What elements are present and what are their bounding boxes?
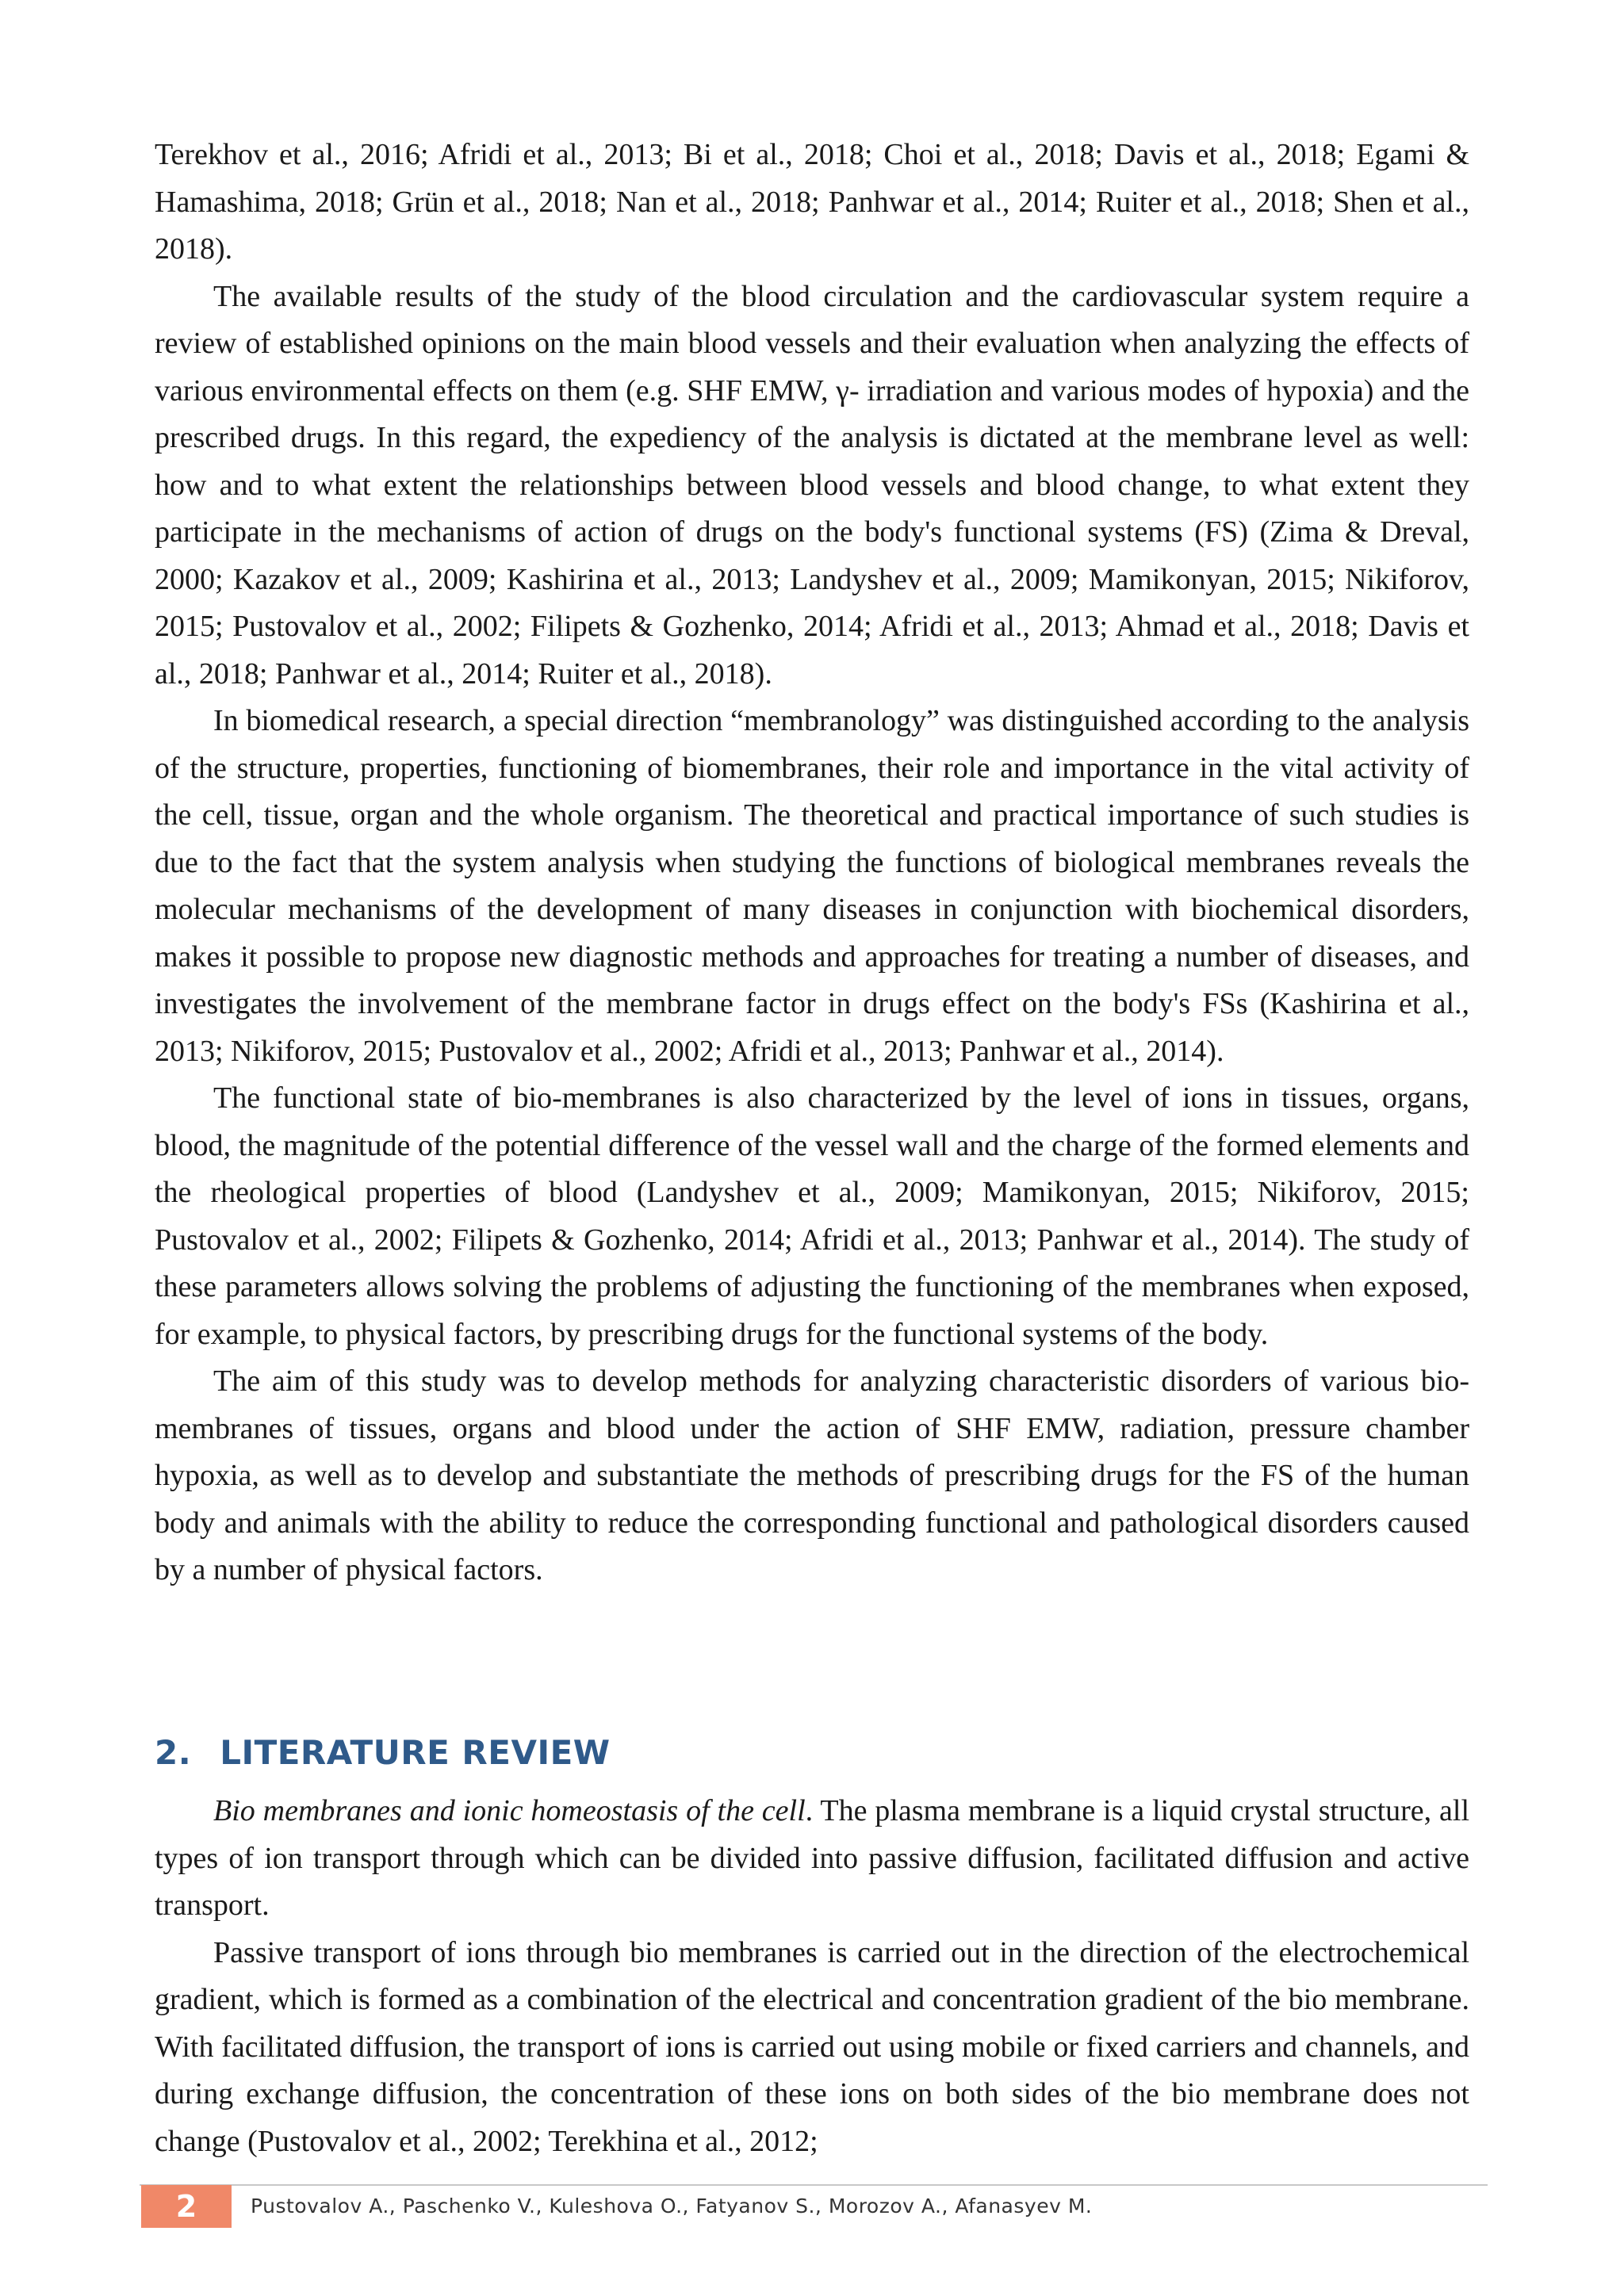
paragraph-bio-membranes [155, 1788, 1469, 1930]
subsection-title-italic: Bio membranes and ionic homeostasis of the cell [213, 1794, 806, 1827]
section-heading-literature-review [155, 1733, 611, 1773]
paragraph-study-aim: The aim of this study was to develop methods for analyzing characteristic disorders of various bio-membranes of tissues, organs and blood under the action of SHF EMW, radiation, pressure chamber hypoxia, as well as to develop and substantiate the methods of prescribing drugs for the FS of the human body and animals with the ability to reduce the corresponding functional and pathological disorders caused by a number of physical factors. [155, 1364, 1469, 1586]
page-number-badge: 2 [141, 2185, 232, 2228]
paragraph-passive-transport: Passive transport of ions through bio membranes is carried out in the direction of the electrochemical gradient, which is formed as a combination of the electrical and concentration gradient of the bio membrane. With facilitated diffusion, the transport of ions is carried out using mobile or fixed carriers and channels, and during exchange diffusion, the concentration of these ions on both sides of the bio membrane does not change (Pustovalov et al., 2002; Terekhina et al., 2012; [155, 1935, 1469, 2158]
footer-divider [140, 2184, 1488, 2186]
section-title: LITERATURE REVIEW [220, 1733, 611, 1772]
paragraph-bio-membranes-text: . The plasma membrane is a liquid crystal structure, all types of ion transport through which can be divided into passive diffusion, facilitated diffusion and active transport. [155, 1794, 1470, 1922]
paragraph-continuation: Terekhov et al., 2016; Afridi et al., 2013; Bi et al., 2018; Choi et al., 2018; Davis et al., 2018; Egami & Hamashima, 2018; Grün et al., 2018; Nan et al., 2018; Panhwar et al., 2014; Ruiter et al., 2018; Shen et al., 2018). [155, 138, 1469, 266]
paragraph-functional-state: The functional state of bio-membranes is also characterized by the level of ions in tissues, organs, blood, the magnitude of the potential difference of the vessel wall and the charge of the formed elements and the rheological properties of blood (Landyshev et al., 2009; Mamikonyan, 2015; Nikiforov, 2015; Pustovalov et al., 2002; Filipets & Gozhenko, 2014; Afridi et al., 2013; Panhwar et al., 2014). The study of these parameters allows solving the problems of adjusting the functioning of the membranes when exposed, for example, to physical factors, by prescribing drugs for the functional systems of the body. [155, 1081, 1469, 1351]
body-text-bottom [155, 1788, 1469, 2165]
section-number: 2. [155, 1733, 192, 1772]
body-text-top [155, 132, 1469, 1594]
footer-authors: Pustovalov A., Paschenko V., Kuleshova O., Fatyanov S., Morozov A., Afanasyev M. [251, 2195, 1093, 2218]
paragraph-blood-circulation: The available results of the study of the blood circulation and the cardiovascular system require a review of established opinions on the main blood vessels and their evaluation when analyzing the effects of various environmental effects on them (e.g. SHF EMW, γ- irradiation and various modes of hypoxia) and the prescribed drugs. In this regard, the expediency of the analysis is dictated at the membrane level as well: how and to what extent the relationships between blood vessels and blood change, to what extent they participate in the mechanisms of action of drugs on the body's functional systems (FS) (Zima & Dreval, 2000; Kazakov et al., 2009; Kashirina et al., 2013; Landyshev et al., 2009; Mamikonyan, 2015; Nikiforov, 2015; Pustovalov et al., 2002; Filipets & Gozhenko, 2014; Afridi et al., 2013; Ahmad et al., 2018; Davis et al., 2018; Panhwar et al., 2014; Ruiter et al., 2018). [155, 279, 1469, 691]
paragraph-membranology: In biomedical research, a special direction “membranology” was distinguished according to the analysis of the structure, properties, functioning of biomembranes, their role and importance in the vital activity of the cell, tissue, organ and the whole organism. The theoretical and practical importance of such studies is due to the fact that the system analysis when studying the functions of biological membranes reveals the molecular mechanisms of the development of many diseases in conjunction with biochemical disorders, makes it possible to propose new diagnostic methods and approaches for treating a number of diseases, and investigates the involvement of the membrane factor in drugs effect on the body's FSs (Kashirina et al., 2013; Nikiforov, 2015; Pustovalov et al., 2002; Afridi et al., 2013; Panhwar et al., 2014). [155, 704, 1469, 1068]
